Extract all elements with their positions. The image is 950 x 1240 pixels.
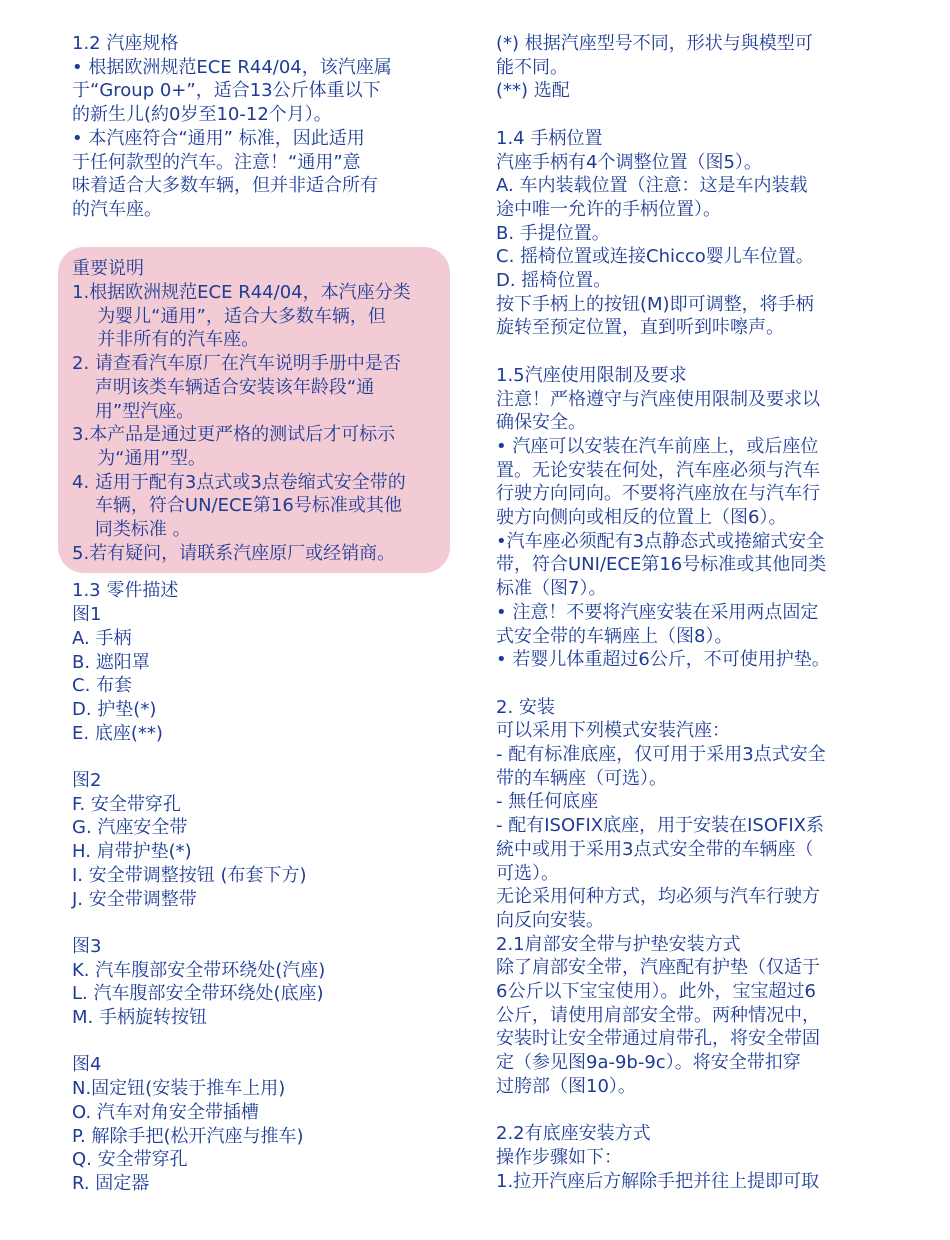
base-line: 1.拉开汽座后方解除手把并往上提即可取 <box>496 1170 820 1192</box>
belt-line: 安装时让安全带通过肩带孔，将安全带固 <box>496 1028 820 1050</box>
footnote-line: 能不同。 <box>496 56 568 78</box>
notice-item-line: 请查看汽车原厂在汽车说明手册中是否 <box>94 353 401 375</box>
spec-line: 于“Group 0+”，适合13公斤体重以下 <box>72 80 381 102</box>
part-item: R. 固定器 <box>72 1172 150 1194</box>
notice-item <box>72 471 450 542</box>
part-item: P. 解除手把(松开汽座与推车) <box>72 1125 304 1147</box>
usage-line: 置。无论安装在何处，汽车座必须与汽车 <box>496 459 820 481</box>
section-1-4-title: 1.4 手柄位置 <box>496 127 603 149</box>
part-item: A. 手柄 <box>72 627 132 649</box>
notice-item-line: 并非所有的汽车座。 <box>97 329 260 351</box>
part-item: C. 布套 <box>72 675 133 697</box>
part-item: Q. 安全带穿孔 <box>72 1149 188 1171</box>
notice-item-line: 根据欧洲规范ECE R44/04，本汽座分类 <box>89 282 411 304</box>
install-line: - 配有ISOFIX底座，用于安装在ISOFIX系 <box>496 815 825 837</box>
footnote-line: (**) 选配 <box>496 80 570 102</box>
usage-line: •汽车座必须配有3点静态式或捲縮式安全 <box>496 530 825 552</box>
install-line: - 配有标准底座，仅可用于采用3点式安全 <box>496 744 826 766</box>
section-1-5-title: 1.5汽座使用限制及要求 <box>496 364 687 386</box>
notice-item-number: 2. <box>72 353 95 375</box>
install-line: 向反向安装。 <box>496 909 604 931</box>
section-1-3-title: 1.3 零件描述 <box>72 580 179 602</box>
belt-line: 过胯部（图10）。 <box>496 1075 636 1097</box>
handle-line: 旋转至预定位置，直到听到咔嚓声。 <box>496 317 784 339</box>
part-item: B. 遮阳罩 <box>72 651 150 673</box>
notice-item <box>72 281 450 352</box>
notice-item-number: 1. <box>72 282 90 304</box>
notice-item-line: 适用于配有3点式或3点卷缩式安全带的 <box>94 471 406 493</box>
install-line: 統中或用于采用3点式安全带的车辆座（ <box>496 838 814 860</box>
handle-line: D. 摇椅位置。 <box>496 270 612 292</box>
handle-line: B. 手提位置。 <box>496 222 610 244</box>
notice-item-line: 车辆，符合UN/ECE第16号标准或其他 <box>94 495 402 517</box>
notice-item-line: 若有疑问，请联系汽座原厂或经销商。 <box>89 542 396 564</box>
right-column <box>496 32 886 1193</box>
notice-item-number: 4. <box>72 471 95 493</box>
footnote-line: (*) 根据汽座型号不同，形状与與模型可 <box>496 33 813 54</box>
spec-line: 于任何款型的汽车。注意！“通用”意 <box>72 151 361 173</box>
handle-line: C. 摇椅位置或连接Chicco婴儿车位置。 <box>496 246 814 268</box>
install-line: - 無任何底座 <box>496 791 599 813</box>
handle-line: 汽座手柄有4个调整位置（图5）。 <box>496 151 762 173</box>
install-line: 可选）。 <box>496 862 559 884</box>
usage-line: 标准（图7）。 <box>496 578 607 600</box>
part-item: M. 手柄旋转按钮 <box>72 1007 207 1029</box>
spec-line: • 本汽座符合“通用” 标准，因此适用 <box>72 127 365 149</box>
install-line: 带的车辆座（可选）。 <box>496 767 667 789</box>
handle-line: A. 车内装载位置（注意：这是车内装载 <box>496 175 808 197</box>
notice-item-number: 5. <box>72 542 90 564</box>
part-item: I. 安全带调整按钮 (布套下方) <box>72 864 307 886</box>
part-item: J. 安全带调整带 <box>72 888 197 910</box>
notice-item <box>72 542 450 566</box>
figure-label: 图4 <box>72 1054 102 1076</box>
usage-line: 驶方向侧向或相反的位置上（图6）。 <box>496 507 787 529</box>
usage-line: • 注意！不要将汽座安装在采用两点固定 <box>496 601 819 623</box>
install-line: 无论采用何种方式，均必须与汽车行驶方 <box>496 886 820 908</box>
usage-line: • 汽座可以安装在汽车前座上，或后座位 <box>496 435 819 457</box>
usage-line: 注意！严格遵守与汽座使用限制及要求以 <box>496 388 820 410</box>
belt-line: 定（参见图9a-9b-9c）。将安全带扣穿 <box>496 1052 801 1074</box>
part-item: E. 底座(**) <box>72 722 163 744</box>
usage-line: 行驶方向同向。不要将汽座放在与汽车行 <box>496 483 820 505</box>
belt-line: 除了肩部安全带，汽座配有护垫（仅适于 <box>496 957 820 979</box>
handle-line: 按下手柄上的按钮(M)即可调整，将手柄 <box>496 293 814 315</box>
notice-item-line: 同类标准 。 <box>94 519 191 541</box>
spec-line: 的新生儿(約0岁至10-12个月）。 <box>72 104 332 126</box>
notice-item-line: 声明该类车辆适合安装该年龄段“通 <box>94 376 375 398</box>
notice-item-line: 为“通用”型。 <box>97 447 206 469</box>
usage-line: 带，符合UNI/ECE第16号标准或其他同类 <box>496 554 827 576</box>
part-item: O. 汽车对角安全带插槽 <box>72 1101 259 1123</box>
figure-label: 图2 <box>72 770 102 792</box>
figure-label: 图3 <box>72 935 102 957</box>
part-item: D. 护垫(*) <box>72 698 157 720</box>
notice-item-line: 为婴儿“通用”，适合大多数车辆，但 <box>97 305 386 327</box>
handle-line: 途中唯一允许的手柄位置）。 <box>496 198 721 220</box>
part-item: G. 汽座安全带 <box>72 817 188 839</box>
notice-item <box>72 352 450 423</box>
usage-line: 确保安全。 <box>496 412 586 434</box>
section-2-title: 2. 安装 <box>496 696 555 718</box>
part-item: K. 汽车腹部安全带环绕处(汽座) <box>72 959 326 981</box>
notice-item-line: 用”型汽座。 <box>94 400 195 422</box>
part-item: N.固定钮(安装于推车上用) <box>72 1078 286 1100</box>
section-1-2-title: 1.2 汽座规格 <box>72 33 179 54</box>
spec-line: • 根据欧洲规范ECE R44/04，该汽座属 <box>72 56 392 78</box>
notice-item <box>72 423 450 470</box>
spec-line: 味着适合大多数车辆，但并非适合所有 <box>72 175 378 197</box>
base-line: 操作步骤如下： <box>496 1146 622 1168</box>
install-line: 可以采用下列模式安装汽座： <box>496 720 730 742</box>
belt-line: 6公斤以下宝宝使用）。此外，宝宝超过6 <box>496 981 816 1003</box>
section-2-2-title: 2.2有底座安装方式 <box>496 1123 651 1145</box>
usage-line: • 若婴儿体重超过6公斤，不可使用护垫。 <box>496 649 830 671</box>
notice-title: 重要说明 <box>72 258 144 280</box>
figure-label: 图1 <box>72 604 102 626</box>
notice-item-number: 3. <box>72 424 90 446</box>
important-notice-box <box>58 247 450 573</box>
usage-line: 式安全带的车辆座上（图8）。 <box>496 625 733 647</box>
part-item: L. 汽车腹部安全带环绕处(底座) <box>72 983 324 1005</box>
notice-item-line: 本产品是通过更严格的测试后才可标示 <box>89 424 396 446</box>
left-column <box>72 32 462 1196</box>
section-2-1-title: 2.1肩部安全带与护垫安装方式 <box>496 933 741 955</box>
part-item: H. 肩带护垫(*) <box>72 841 192 863</box>
belt-line: 公斤，请使用肩部安全带。两种情况中， <box>496 1004 820 1026</box>
spec-line: 的汽车座。 <box>72 198 162 220</box>
part-item: F. 安全带穿孔 <box>72 793 181 815</box>
